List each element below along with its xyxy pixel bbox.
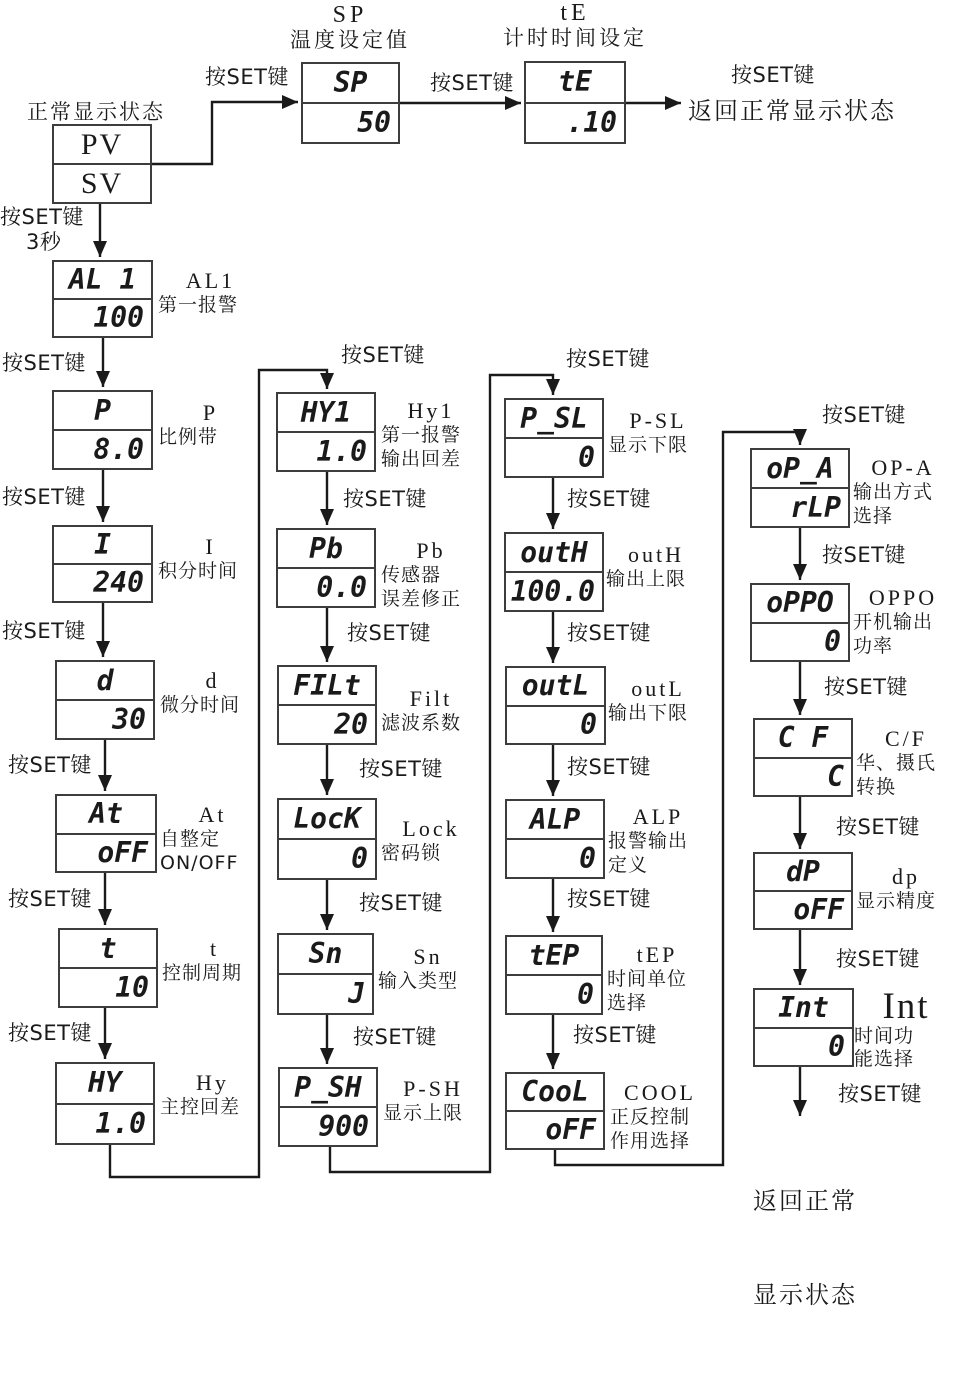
param-box-al1	[52, 260, 153, 338]
param-name: P	[202, 400, 219, 425]
param-desc: 输出下限	[608, 702, 689, 725]
param-box-sp	[301, 62, 400, 144]
param-name: outH	[628, 542, 684, 567]
press-set-label: 按SET键	[341, 343, 425, 367]
press-set-label: 按SET键	[566, 347, 650, 371]
param-name: I	[205, 534, 216, 559]
param-box-at	[55, 794, 157, 873]
param-box-outh	[504, 532, 604, 612]
display-top: SP	[333, 66, 368, 99]
display-value: 20	[279, 704, 375, 743]
display-top: outL	[521, 669, 590, 703]
display-value: C	[755, 757, 851, 796]
param-name: Int	[882, 986, 930, 1027]
display-top: tEP	[528, 938, 580, 972]
param-box-cool	[505, 1072, 605, 1150]
press-set-label: 按SET键	[8, 753, 92, 777]
param-box-te	[524, 61, 626, 144]
display-top: AL 1	[68, 263, 137, 296]
press-set-label: 按SET键	[8, 887, 92, 911]
param-label-psl	[608, 408, 708, 458]
param-box-opa	[750, 448, 850, 528]
display-top: dP	[786, 855, 820, 888]
param-name: outL	[631, 676, 685, 701]
press-set-label: 按SET键	[824, 675, 908, 699]
param-desc: 第一报警	[158, 294, 239, 317]
param-label-lock	[381, 816, 481, 866]
param-label-hy1	[381, 398, 481, 471]
param-label-opa	[853, 455, 953, 528]
param-desc: ON/OFF	[160, 851, 239, 874]
display-top: P_SL	[520, 401, 588, 435]
display-value: J	[279, 973, 372, 1013]
display-value: 30	[57, 699, 153, 738]
param-desc: 比例带	[158, 426, 219, 449]
param-label-alp	[608, 804, 708, 877]
param-name: Filt	[409, 686, 453, 711]
param-label-cf	[856, 726, 956, 799]
press-set-label: 按SET键	[2, 619, 86, 643]
param-label-sn	[378, 944, 478, 994]
display-top: tE	[558, 65, 592, 99]
param-box-oppo	[750, 583, 850, 662]
display-value: 240	[54, 563, 151, 601]
param-box-psh	[278, 1067, 378, 1147]
param-desc: 开机输出	[853, 611, 934, 634]
param-box-alp	[505, 799, 605, 879]
te-header-name: tE	[560, 0, 590, 26]
param-box-i	[52, 525, 153, 603]
param-desc: 报警输出	[608, 830, 689, 853]
param-desc: 自整定	[160, 828, 221, 851]
param-name: Sn	[413, 944, 443, 969]
param-box-outl	[505, 666, 606, 745]
param-label-oppo	[853, 585, 953, 658]
param-label-pb	[381, 538, 481, 611]
display-value: 1.0	[278, 431, 374, 470]
display-value: oFF	[57, 833, 155, 872]
param-box-dp	[753, 852, 853, 930]
press-set-label: 按SET键	[573, 1023, 657, 1047]
press-set-label: 按SET键	[347, 621, 431, 645]
param-box-psl	[504, 398, 604, 478]
display-top: outH	[520, 535, 588, 569]
param-desc: 显示精度	[856, 890, 937, 913]
param-desc: 传感器	[381, 564, 442, 587]
param-box-filt	[277, 665, 377, 745]
param-name: tEP	[636, 942, 678, 967]
param-name: Hy1	[407, 398, 455, 423]
sp-header	[270, 2, 430, 54]
param-label-t	[162, 936, 267, 986]
display-value: 0	[507, 974, 601, 1013]
display-value: 900	[280, 1106, 376, 1145]
param-desc: 密码锁	[381, 842, 442, 865]
param-desc: 控制周期	[162, 962, 243, 985]
param-box-hy1	[276, 392, 376, 472]
param-desc: 定义	[608, 853, 649, 876]
press-set-label: 按SET键	[838, 1082, 922, 1106]
param-box-cf	[753, 718, 853, 797]
param-name: Pb	[416, 538, 446, 563]
param-label-al1	[158, 268, 263, 318]
param-box-lock	[277, 798, 377, 880]
display-top: oPPO	[766, 586, 834, 620]
display-top: ALP	[529, 802, 581, 836]
press-set-label: 按SET键	[822, 403, 906, 427]
pv-sv-box	[52, 124, 152, 204]
press-set-label: 按SET键	[567, 755, 651, 779]
return-normal-bottom	[753, 1124, 857, 1374]
display-value: 100	[54, 298, 151, 336]
param-name: Hy	[196, 1070, 229, 1095]
display-value: 1.0	[57, 1103, 153, 1144]
param-desc: 选择	[607, 991, 648, 1014]
press-set-label: 按SET键	[359, 891, 443, 915]
display-value: 0	[507, 705, 604, 744]
param-label-i	[158, 534, 263, 584]
param-name: Lock	[402, 816, 460, 841]
te-header-desc: 计时时间设定	[503, 26, 647, 51]
press-set-label: 按SET键	[731, 63, 815, 87]
press-set-label: 按SET键	[0, 205, 84, 229]
pv-display: PV	[80, 127, 124, 161]
display-value: oFF	[507, 1110, 603, 1148]
param-desc: 选择	[853, 504, 894, 527]
param-label-filt	[381, 686, 481, 736]
press-set-label: 按SET键	[567, 887, 651, 911]
display-top: FILt	[293, 668, 361, 702]
param-desc: 正反控制	[610, 1106, 691, 1129]
return-normal-line1: 返回正常	[753, 1187, 857, 1216]
display-top: At	[89, 797, 123, 831]
param-desc: 功率	[853, 634, 894, 657]
press-set-label: 按SET键	[2, 485, 86, 509]
param-box-hy	[55, 1062, 155, 1145]
display-value: 0	[507, 838, 603, 877]
display-top: HY1	[300, 395, 352, 429]
param-desc: 积分时间	[158, 560, 239, 583]
press-set-label: 按SET键	[8, 1021, 92, 1045]
param-name: COOL	[624, 1080, 696, 1105]
param-box-sn	[277, 933, 374, 1015]
sp-header-name: SP	[332, 2, 368, 28]
param-name: dp	[892, 864, 920, 889]
display-top: t	[99, 931, 117, 965]
param-desc: 主控回差	[160, 1096, 241, 1119]
press-set-label: 按SET键	[353, 1025, 437, 1049]
display-value: 0.0	[278, 567, 374, 606]
display-value: 0	[279, 838, 375, 878]
press-set-label: 按SET键	[567, 487, 651, 511]
param-desc: 误差修正	[381, 587, 462, 610]
param-label-outl	[608, 676, 708, 726]
display-value: 0	[755, 1027, 852, 1066]
display-value: oFF	[755, 890, 851, 928]
press-set-label: 按SET键	[836, 947, 920, 971]
param-desc: 输入类型	[378, 970, 459, 993]
press-set-label: 按SET键	[430, 71, 514, 95]
press-set-label: 按SET键	[359, 757, 443, 781]
display-value: 100.0	[506, 571, 602, 610]
param-desc: 输出回差	[381, 447, 462, 470]
param-name: OPPO	[868, 585, 938, 610]
param-label-tep	[607, 942, 707, 1015]
display-top: Pb	[309, 531, 343, 565]
display-top: oP_A	[766, 451, 834, 485]
display-top: Int	[778, 991, 829, 1025]
param-name: P-SL	[629, 408, 687, 433]
param-desc: 滤波系数	[381, 712, 462, 735]
display-value: 0	[506, 437, 602, 476]
display-top: d	[96, 663, 114, 697]
param-box-t	[58, 928, 158, 1008]
display-top: P_SH	[294, 1070, 362, 1104]
param-desc: 显示下限	[608, 434, 689, 457]
param-name: OP-A	[871, 455, 935, 480]
param-label-psh	[383, 1076, 483, 1126]
return-normal-inline: 返回正常显示状态	[688, 97, 896, 125]
param-desc: 输出上限	[606, 568, 687, 591]
param-label-at	[160, 802, 265, 875]
param-name: At	[198, 802, 227, 827]
display-value: 0	[752, 622, 848, 661]
display-top: HY	[88, 1066, 122, 1100]
param-box-int	[753, 988, 854, 1067]
sp-header-desc: 温度设定值	[290, 28, 410, 53]
param-label-int	[854, 988, 958, 1071]
param-label-d	[160, 668, 265, 718]
display-value: 50	[303, 102, 398, 142]
return-normal-line2: 显示状态	[753, 1280, 857, 1309]
param-desc: 时间功	[854, 1025, 915, 1047]
display-top: P	[94, 393, 111, 427]
param-desc: 微分时间	[160, 694, 241, 717]
press-set-label: 按SET键	[2, 351, 86, 375]
press-set-label: 按SET键	[822, 543, 906, 567]
param-desc: 作用选择	[610, 1129, 691, 1152]
param-name: P-SH	[403, 1076, 463, 1101]
press-set-label: 按SET键	[205, 65, 289, 89]
param-desc: 时间单位	[607, 968, 688, 991]
press-set-label: 按SET键	[343, 487, 427, 511]
display-value: .10	[526, 102, 624, 143]
sv-display: SV	[54, 163, 150, 202]
param-box-tep	[505, 935, 603, 1015]
param-desc: 转换	[856, 775, 897, 798]
normal-state-label: 正常显示状态	[27, 100, 165, 124]
display-value: 8.0	[54, 429, 151, 468]
param-box-d	[55, 660, 155, 740]
param-label-hy	[160, 1070, 265, 1120]
param-desc: 显示上限	[383, 1102, 464, 1125]
param-desc: 输出方式	[853, 481, 934, 504]
display-top: CooL	[521, 1075, 589, 1108]
display-value: rLP	[752, 487, 848, 526]
press-set-label: 按SET键	[567, 621, 651, 645]
press-set-label: 按SET键	[836, 815, 920, 839]
display-top: LocK	[293, 802, 361, 835]
param-desc: 能选择	[854, 1048, 915, 1071]
param-name: d	[205, 668, 220, 693]
param-name: t	[209, 936, 220, 961]
param-label-cool	[610, 1080, 710, 1153]
display-top: I	[94, 528, 111, 561]
param-desc: 第一报警	[381, 424, 462, 447]
param-box-p	[52, 390, 153, 470]
param-desc: 华、摄氏	[856, 752, 937, 775]
hold-3s-label: 3秒	[26, 230, 62, 254]
param-label-dp	[856, 864, 956, 914]
param-name: AL1	[185, 268, 236, 293]
param-name: C/F	[884, 726, 928, 751]
te-header	[495, 0, 655, 52]
display-top: Sn	[308, 937, 343, 970]
param-label-p	[158, 400, 263, 450]
display-value: 10	[60, 967, 156, 1006]
param-box-pb	[276, 528, 376, 608]
param-label-outh	[606, 542, 706, 592]
param-name: ALP	[632, 804, 684, 829]
display-top: C F	[777, 721, 829, 755]
